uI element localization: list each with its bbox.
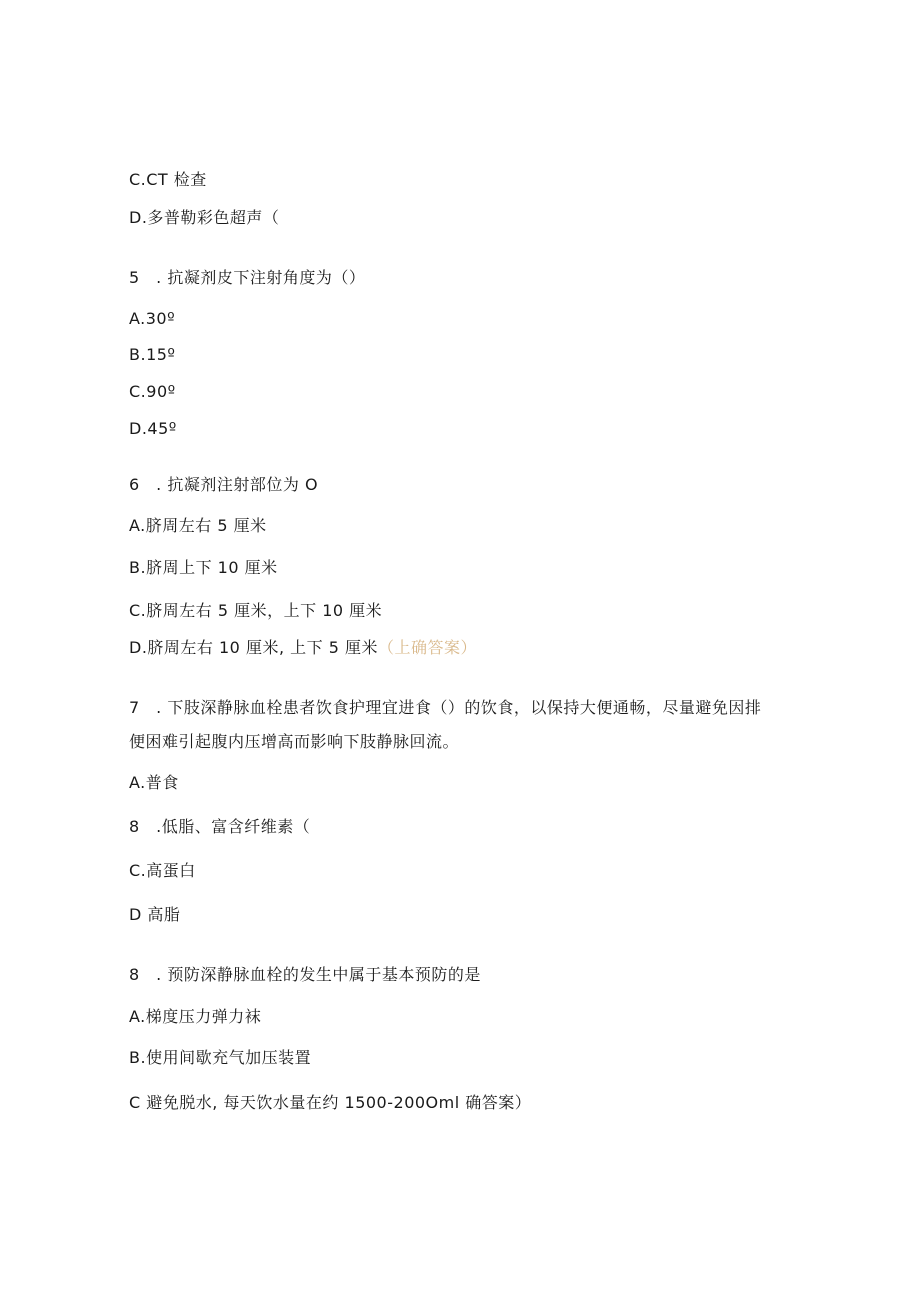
option-c-ct: C.CT 检查: [129, 170, 207, 189]
option-d-text: D.脐周左右 10 厘米, 上下 5 厘米: [129, 638, 378, 657]
option-a-regular-diet: A.普食: [129, 773, 179, 792]
option-d-doppler: D.多普勒彩色超声（: [129, 208, 280, 227]
option-c-hydration: C 避免脱水, 每天饮水量在约 1500-200Oml 确答案）: [129, 1093, 532, 1112]
question-7-line-2: 便困难引起腹内压增高而影响下肢静脉回流。: [129, 732, 460, 751]
option-c-high-protein: C.高蛋白: [129, 861, 196, 880]
option-b-low-fat-fiber: 8 .低脂、富含纤维素（: [129, 817, 311, 836]
option-a-30: A.30º: [129, 309, 176, 328]
option-b-compression-device: B.使用间歇充气加压装置: [129, 1048, 312, 1067]
option-d-45: D.45º: [129, 419, 177, 438]
option-b-15: B.15º: [129, 345, 176, 364]
answer-note: （上确答案）: [377, 638, 477, 657]
option-d-high-fat: D 高脂: [129, 905, 181, 924]
question-5: 5 . 抗凝剂皮下注射角度为（）: [129, 268, 366, 287]
option-a-umbilical-5cm: A.脐周左右 5 厘米: [129, 516, 267, 535]
option-b-umbilical-10cm: B.脐周上下 10 厘米: [129, 558, 278, 577]
question-8: 8 . 预防深静脉血栓的发生中属于基本预防的是: [129, 965, 481, 984]
option-c-90: C.90º: [129, 382, 176, 401]
option-d-umbilical-10-5cm: [129, 637, 477, 659]
question-7-line-1: 7 . 下肢深静脉血栓患者饮食护理宜进食（）的饮食，以保持大便通畅，尽量避免因排: [129, 698, 762, 717]
question-6: 6 . 抗凝剂注射部位为 O: [129, 475, 319, 494]
option-a-stockings: A.梯度压力弹力袜: [129, 1007, 262, 1026]
option-c-umbilical-5-10cm: C.脐周左右 5 厘米，上下 10 厘米: [129, 601, 383, 620]
